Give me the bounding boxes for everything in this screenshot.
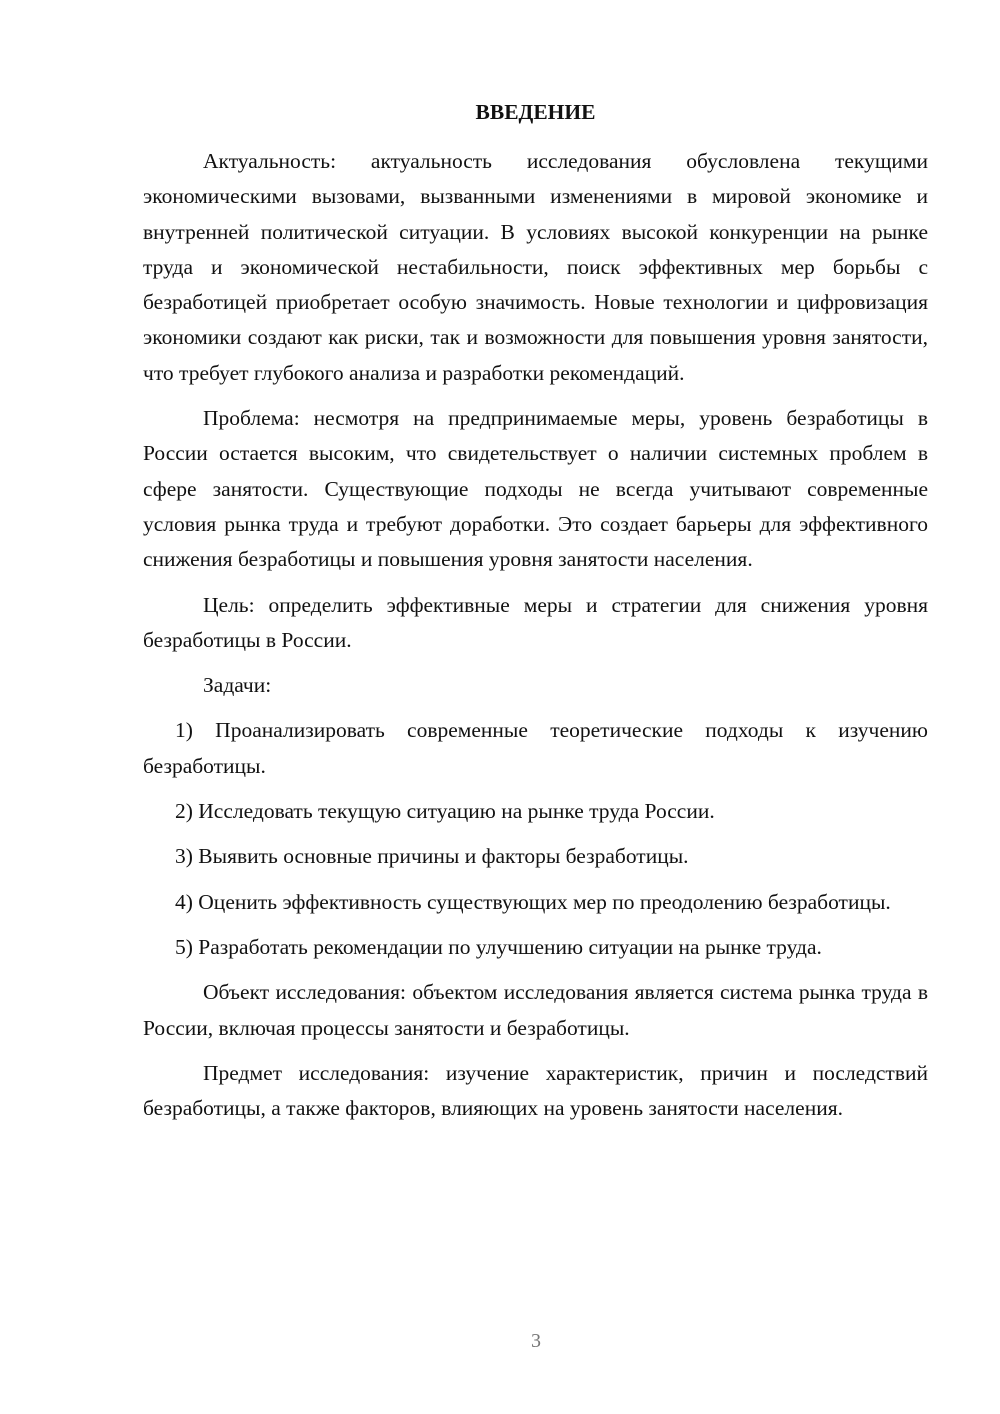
- page-number: 3: [531, 1330, 541, 1352]
- section-title: ВВЕДЕНИЕ: [475, 100, 596, 124]
- task-item-5: 5) Разработать рекомендации по улучшению ситуации на рынке труда.: [175, 934, 822, 959]
- problem-paragraph: Проблема: несмотря на предпринимаемые меры, уровень безработицы в России остается высоким, что свидетельствует о наличии системных проблем в сфере занятости. Существующие подходы не всегда учитывают современные условия рынка труда и требуют доработки. Это создает барьеры для эффективного снижения безработицы и повышения уровня занятости населения.: [143, 406, 928, 572]
- task-item-2: 2) Исследовать текущую ситуацию на рынке труда России.: [175, 799, 715, 824]
- tasks-heading: Задачи:: [203, 673, 272, 698]
- subject-paragraph: Предмет исследования: изучение характеристик, причин и последствий безработицы, а также факторов, влияющих на уровень занятости населения.: [143, 1060, 928, 1121]
- object-paragraph: Объект исследования: объектом исследования является система рынка труда в России, включая процессы занятости и безработицы.: [143, 980, 928, 1040]
- task-item-1: 1) Проанализировать современные теоретические подходы к изучению безработицы.: [143, 718, 928, 778]
- goal-paragraph: Цель: определить эффективные меры и стратегии для снижения уровня безработицы в России.: [143, 592, 928, 652]
- page-body: [143, 95, 928, 1136]
- relevance-paragraph: Актуальность: актуальность исследования обусловлена текущими экономическими вызовами, вызванными изменениями в мировой экономике и внутренней политической ситуации. В условиях высокой конкуренции на рынке труда и экономической нестабильности, поиск эффективных мер борьбы с безработицей приобретает особую значимость. Новые технологии и цифровизация экономики создают как риски, так и возможности для повышения уровня занятости, что требует глубокого анализа и разработки рекомендаций.: [143, 149, 928, 385]
- task-item-3: 3) Выявить основные причины и факторы безработицы.: [175, 844, 689, 869]
- task-item-4: 4) Оценить эффективность существующих мер по преодолению безработицы.: [175, 889, 891, 914]
